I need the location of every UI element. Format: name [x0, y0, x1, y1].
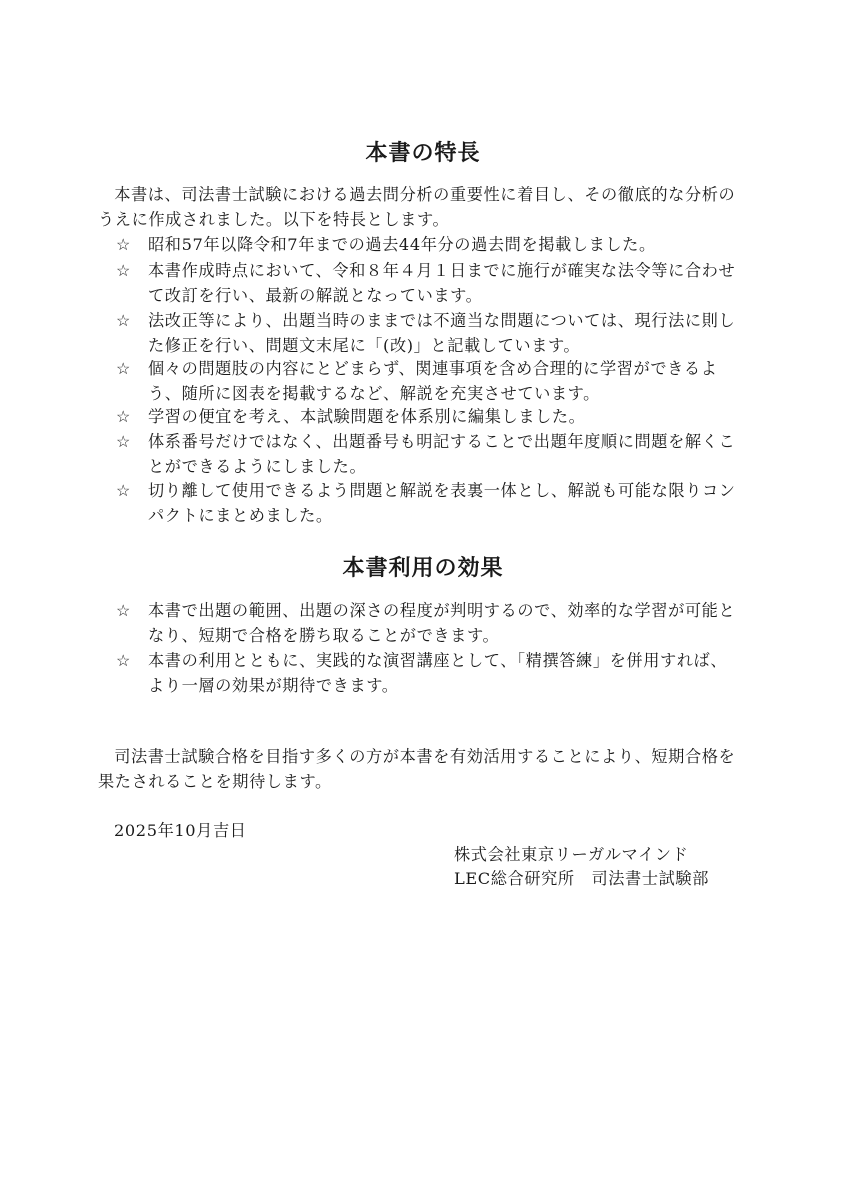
effect-item: ☆ 本書の利用とともに、実践的な演習講座として、「精撰答練」を併用すれば、より一層の効果が期待できます。 [116, 648, 736, 698]
star-bullet-icon: ☆ [116, 601, 132, 620]
feature-item: ☆ 個々の問題肢の内容にとどまらず、関連事項を含め合理的に学習ができるよう、随所に図表を掲載するなど、解説を充実させています。 [116, 356, 736, 406]
effect-item: ☆ 本書で出題の範囲、出題の深さの程度が判明するので、効率的な学習が可能となり、短期で合格を勝ち取ることができます。 [116, 598, 736, 648]
star-bullet-icon: ☆ [116, 311, 132, 330]
publisher-department: LEC総合研究所 司法書士試験部 [454, 869, 709, 888]
star-bullet-icon: ☆ [116, 432, 132, 451]
star-bullet-icon: ☆ [116, 481, 132, 500]
features-intro: 本書は、司法書士試験における過去問分析の重要性に着目し、その徹底的な分析のうえに作成されました。以下を特長とします。 [98, 185, 736, 229]
feature-item: ☆ 本書作成時点において、令和８年４月１日までに施行が確実な法令等に合わせて改訂を行い、最新の解説となっています。 [116, 258, 736, 308]
features-heading: 本書の特長 [365, 141, 481, 166]
feature-item: ☆ 学習の便宜を考え、本試験問題を体系別に編集しました。 [116, 404, 736, 429]
star-bullet-icon: ☆ [116, 359, 132, 378]
feature-item: ☆ 体系番号だけではなく、出題番号も明記することで出題年度順に問題を解くことができるようにしました。 [116, 429, 736, 479]
star-bullet-icon: ☆ [116, 407, 132, 426]
feature-item: ☆ 昭和57年以降令和7年までの過去44年分の過去問を掲載しました。 [116, 232, 736, 257]
star-bullet-icon: ☆ [116, 235, 132, 254]
closing-paragraph: 司法書士試験合格を目指す多くの方が本書を有効活用することにより、短期合格を果たされることを期待します。 [98, 747, 736, 791]
publisher-company: 株式会社東京リーガルマインド [454, 845, 689, 864]
effects-heading: 本書利用の効果 [342, 556, 504, 581]
publication-date: 2025年10月吉日 [114, 821, 247, 840]
star-bullet-icon: ☆ [116, 261, 132, 280]
star-bullet-icon: ☆ [116, 651, 132, 670]
feature-item: ☆ 法改正等により、出題当時のままでは不適当な問題については、現行法に則した修正を行い、問題文末尾に「(改)」と記載しています。 [116, 308, 736, 358]
feature-item: ☆ 切り離して使用できるよう問題と解説を表裏一体とし、解説も可能な限りコンパクトにまとめました。 [116, 478, 736, 528]
